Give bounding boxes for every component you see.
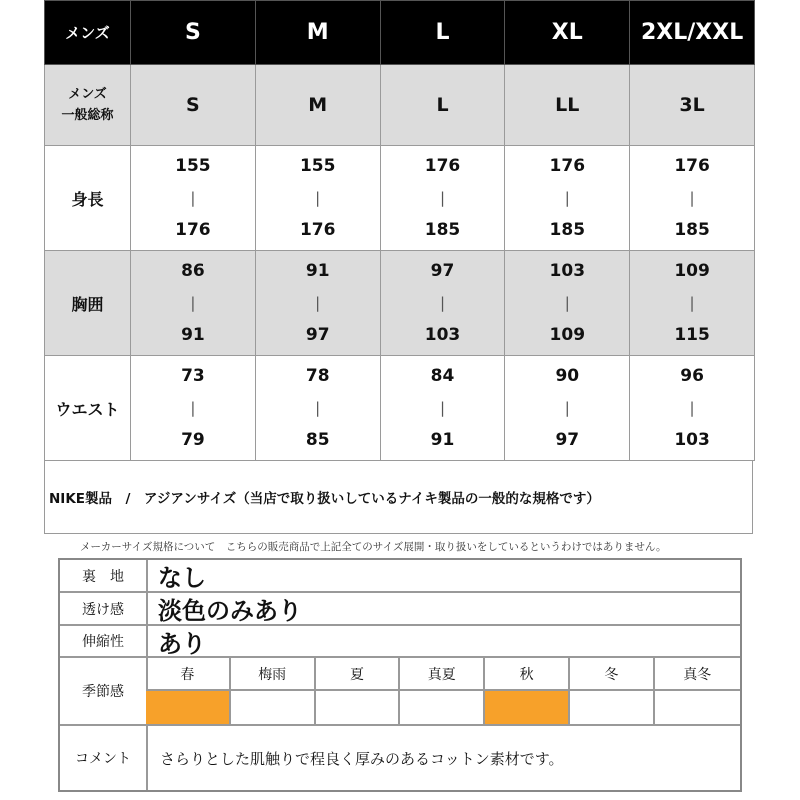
- spec-row-season: [60, 658, 740, 726]
- season-cell: [316, 658, 401, 724]
- season-mark-empty: [316, 691, 399, 724]
- range-separator: |: [315, 399, 321, 417]
- range-separator: |: [190, 189, 196, 207]
- range-max: 176: [175, 220, 211, 240]
- range-min: 97: [430, 261, 455, 281]
- range-max: 79: [181, 430, 205, 450]
- size-header-cell: L: [380, 1, 505, 65]
- season-cell: [231, 658, 316, 724]
- measurement-label: 身長: [45, 146, 131, 251]
- general-size-label: [45, 65, 131, 146]
- spec-value: なし: [158, 564, 206, 592]
- range-min: 73: [181, 366, 205, 386]
- season-cell: [400, 658, 485, 724]
- spec-label: 裏 地: [60, 560, 148, 591]
- size-header-cell: 2XL/XXL: [630, 1, 755, 65]
- range-min: 155: [299, 156, 336, 176]
- maker-size-disclaimer: メーカーサイズ規格について こちらの販売商品で上記全てのサイズ展開・取り扱いをしているというわけではありません。: [80, 541, 667, 553]
- season-cell: [570, 658, 655, 724]
- general-label-line1: メンズ: [68, 87, 107, 102]
- size-header-cell: S: [131, 1, 256, 65]
- general-size-row: [45, 65, 755, 146]
- range-cell: [630, 146, 755, 251]
- spec-value: 淡色のみあり: [158, 597, 302, 625]
- season-mark-empty: [655, 691, 740, 724]
- range-max: 115: [674, 325, 710, 345]
- range-min: 96: [680, 366, 704, 386]
- size-header-cell: XL: [505, 1, 630, 65]
- range-max: 91: [181, 325, 205, 345]
- range-max: 185: [674, 220, 710, 240]
- season-name: 春: [146, 658, 229, 691]
- general-label-line2: 一般総称: [61, 108, 114, 123]
- range-max: 91: [430, 430, 455, 450]
- range-cell: [380, 356, 505, 461]
- range-cell: [380, 146, 505, 251]
- spec-label: コメント: [60, 726, 148, 790]
- spec-row-stretch: [60, 626, 740, 658]
- range-max: 109: [549, 325, 586, 345]
- spec-label: 伸縮性: [60, 626, 148, 656]
- general-size-cell: 3L: [630, 65, 755, 146]
- season-cell: [485, 658, 570, 724]
- spec-comment-value: さらりとした肌触りで程良く厚みのあるコットン素材です。: [160, 749, 564, 768]
- range-separator: |: [190, 399, 196, 417]
- range-separator: |: [439, 294, 446, 312]
- range-cell: [630, 356, 755, 461]
- range-max: 103: [424, 325, 461, 345]
- range-min: 90: [555, 366, 580, 386]
- measurement-row-waist: [45, 356, 755, 461]
- range-max: 185: [549, 220, 586, 240]
- season-mark-active: [146, 691, 229, 724]
- range-max: 185: [424, 220, 461, 240]
- measurement-label: 胸囲: [45, 251, 131, 356]
- general-size-cell: L: [380, 65, 505, 146]
- measurement-label: ウエスト: [45, 356, 131, 461]
- range-separator: |: [564, 189, 570, 207]
- spec-value: あり: [158, 629, 206, 658]
- range-separator: |: [564, 399, 570, 417]
- season-name: 秋: [485, 658, 568, 691]
- spec-label: 透け感: [60, 593, 148, 624]
- range-separator: |: [564, 294, 570, 312]
- spec-row-comment: [60, 726, 740, 790]
- range-cell: [505, 146, 630, 251]
- range-cell: [131, 356, 256, 461]
- range-cell: [255, 356, 380, 461]
- season-mark-active: [485, 691, 568, 724]
- range-max: 85: [305, 430, 330, 450]
- range-min: 78: [305, 366, 330, 386]
- spec-row-sheer: [60, 593, 740, 626]
- spec-row-lining: [60, 560, 740, 593]
- spec-label: 季節感: [60, 658, 148, 724]
- season-name: 真夏: [400, 658, 483, 691]
- season-name: 梅雨: [231, 658, 314, 691]
- season-mark-empty: [400, 691, 483, 724]
- range-min: 84: [430, 366, 455, 386]
- season-mark-empty: [231, 691, 314, 724]
- range-min: 103: [549, 261, 586, 281]
- size-header-row: [45, 1, 755, 65]
- range-max: 97: [555, 430, 580, 450]
- range-cell: [630, 251, 755, 356]
- season-name: 夏: [316, 658, 399, 691]
- range-max: 103: [674, 430, 710, 450]
- range-min: 176: [674, 156, 710, 176]
- range-cell: [380, 251, 505, 356]
- size-header-cell: M: [255, 1, 380, 65]
- range-max: 176: [299, 220, 336, 240]
- general-size-cell: LL: [505, 65, 630, 146]
- range-separator: |: [689, 399, 695, 417]
- spec-box: [58, 558, 742, 792]
- range-separator: |: [689, 189, 695, 207]
- range-separator: |: [315, 294, 321, 312]
- range-separator: |: [190, 294, 196, 312]
- range-min: 176: [424, 156, 461, 176]
- range-separator: |: [315, 189, 321, 207]
- general-size-cell: M: [255, 65, 380, 146]
- range-cell: [255, 251, 380, 356]
- header-label: メンズ: [45, 1, 131, 65]
- range-min: 91: [305, 261, 330, 281]
- season-name: 冬: [570, 658, 653, 691]
- nike-size-note: NIKE製品 / アジアンサイズ（当店で取り扱いしているナイキ製品の一般的な規格です）: [49, 491, 600, 507]
- range-cell: [505, 356, 630, 461]
- general-size-cell: S: [131, 65, 256, 146]
- range-cell: [505, 251, 630, 356]
- range-max: 97: [305, 325, 330, 345]
- range-separator: |: [439, 399, 446, 417]
- measurement-row-chest: [45, 251, 755, 356]
- range-separator: |: [439, 189, 446, 207]
- size-chart-table: [44, 0, 755, 461]
- nike-note-row: [44, 461, 753, 534]
- season-cell: [146, 658, 231, 724]
- range-cell: [255, 146, 380, 251]
- range-min: 109: [674, 261, 710, 281]
- range-cell: [131, 146, 256, 251]
- season-cell: [655, 658, 740, 724]
- range-min: 155: [175, 156, 211, 176]
- range-separator: |: [689, 294, 695, 312]
- range-min: 176: [549, 156, 586, 176]
- range-cell: [131, 251, 256, 356]
- measurement-row-height: [45, 146, 755, 251]
- range-min: 86: [181, 261, 205, 281]
- season-name: 真冬: [655, 658, 740, 691]
- season-grid: [146, 658, 740, 724]
- season-mark-empty: [570, 691, 653, 724]
